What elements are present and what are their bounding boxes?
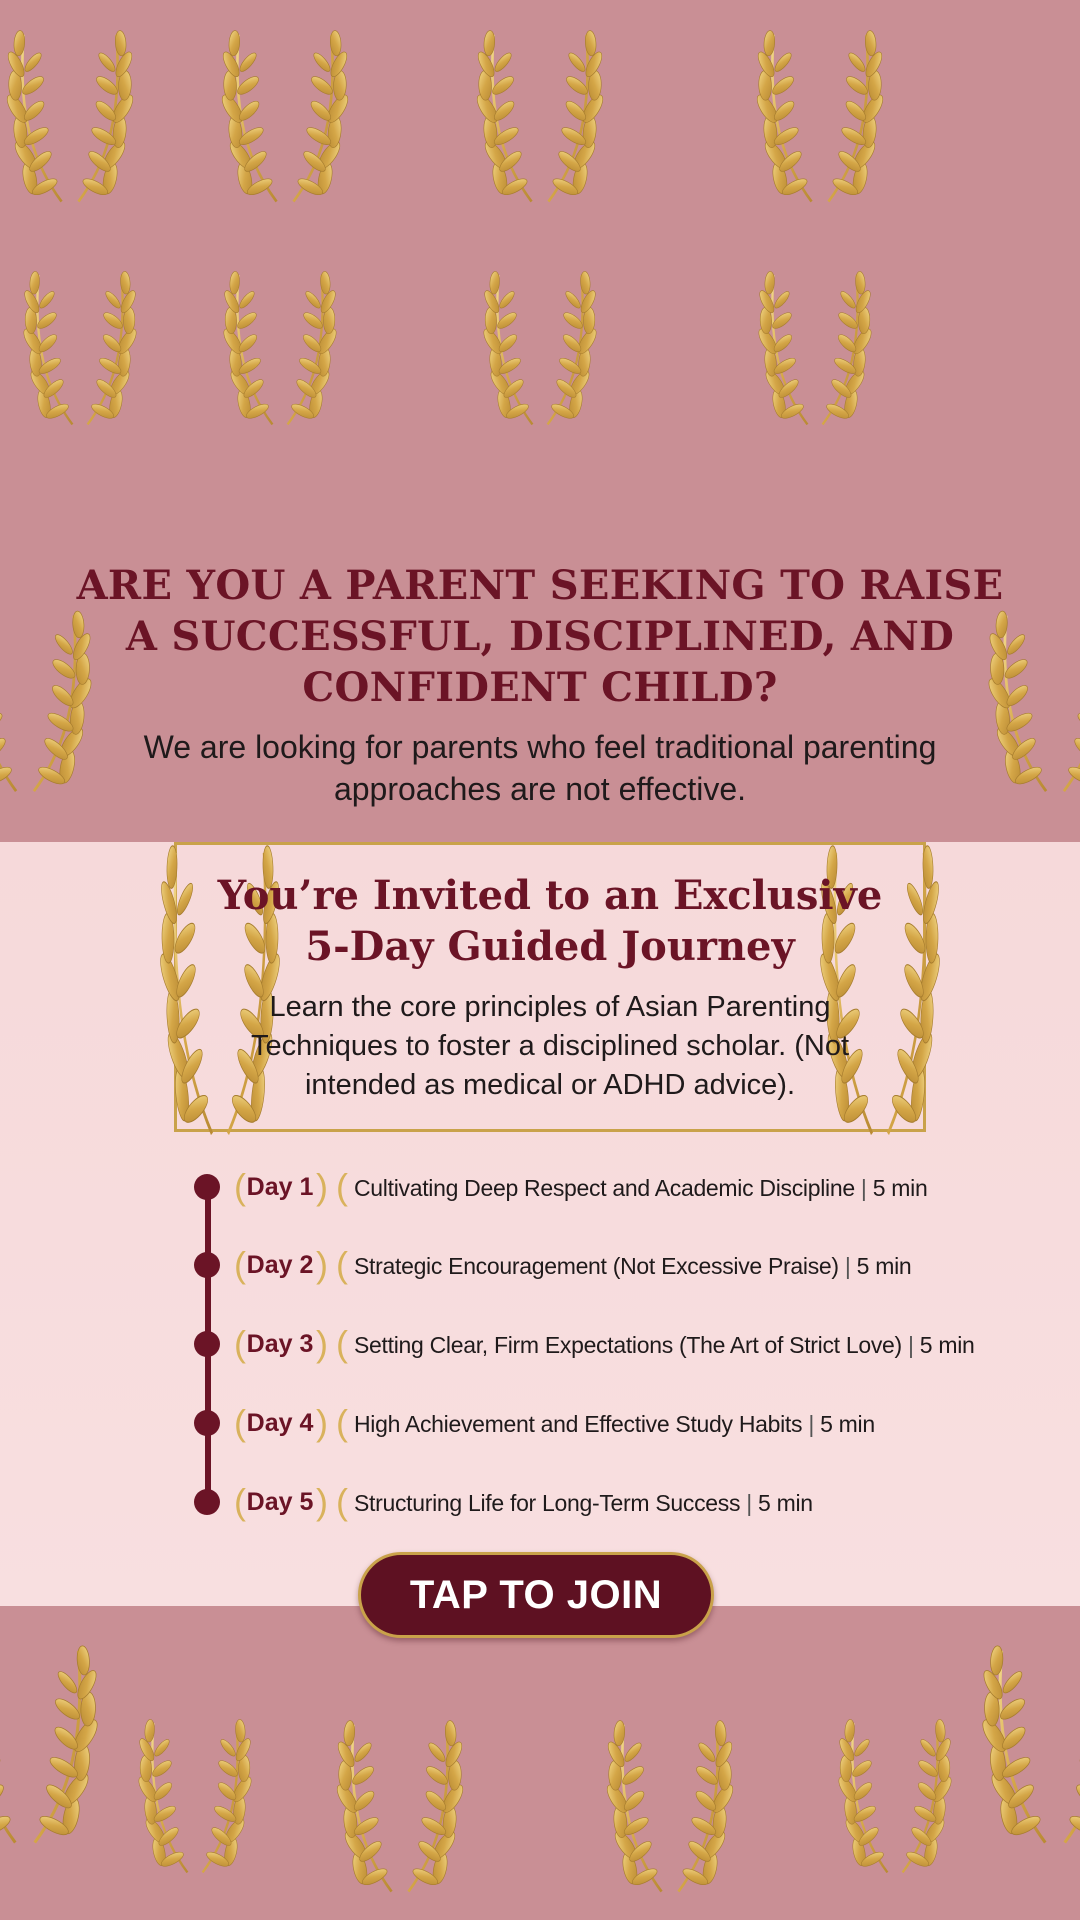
laurel-left-icon: ( — [234, 1481, 246, 1522]
laurel-wreath-icon — [730, 20, 910, 210]
timeline-dot-icon — [194, 1410, 220, 1436]
laurel-left-icon: ( — [336, 1166, 348, 1207]
laurel-wreath-icon — [735, 262, 895, 432]
day-label: Day 1 — [246, 1173, 314, 1201]
laurel-left-icon: ( — [336, 1323, 348, 1364]
laurel-wreath-icon — [450, 20, 630, 210]
laurel-right-icon: ) — [316, 1481, 328, 1522]
day-title: Strategic Encouragement (Not Excessive Praise) | 5 min — [354, 1253, 912, 1279]
join-button[interactable]: TAP TO JOIN — [358, 1552, 714, 1638]
laurel-left-icon: ( — [234, 1323, 246, 1364]
laurel-wreath-icon — [200, 262, 360, 432]
day-label: Day 5 — [246, 1488, 314, 1516]
day-label: Day 2 — [246, 1251, 314, 1279]
laurel-right-icon: ) — [316, 1323, 328, 1364]
page-subtitle: We are looking for parents who feel traditional parenting approaches are not effective. — [143, 729, 937, 807]
laurel-left-icon: ( — [234, 1402, 246, 1443]
day-title: Cultivating Deep Respect and Academic Discipline | 5 min — [354, 1175, 928, 1201]
day-title: High Achievement and Effective Study Habits | 5 min — [354, 1411, 875, 1437]
laurel-wreath-icon — [300, 1710, 500, 1900]
day-label: Day 4 — [246, 1409, 314, 1437]
laurel-right-icon: ) — [316, 1402, 328, 1443]
timeline-dot-icon — [194, 1174, 220, 1200]
timeline-dot-icon — [194, 1489, 220, 1515]
day-title: Structuring Life for Long-Term Success | 5 min — [354, 1490, 813, 1516]
invite-title: You’re Invited to an Exclusive 5-Day Guided Journey — [217, 872, 883, 970]
laurel-right-icon: ) — [316, 1244, 328, 1285]
laurel-right-icon: ) — [316, 1166, 328, 1207]
laurel-left-icon: ( — [336, 1244, 348, 1285]
laurel-wreath-icon — [820, 1710, 970, 1880]
laurel-left-icon: ( — [336, 1481, 348, 1522]
laurel-wreath-icon — [570, 1710, 770, 1900]
laurel-left-icon: ( — [234, 1166, 246, 1207]
timeline-dot-icon — [194, 1252, 220, 1278]
laurel-wreath-icon — [460, 262, 620, 432]
laurel-wreath-icon — [195, 20, 375, 210]
day-title: Setting Clear, Firm Expectations (The Art of Strict Love) | 5 min — [354, 1332, 975, 1358]
laurel-left-icon: ( — [336, 1402, 348, 1443]
laurel-wreath-icon — [0, 20, 160, 210]
invite-description: Learn the core principles of Asian Parenting Techniques to foster a disciplined scholar. (Not intended as medical or ADHD advice). — [250, 991, 850, 1101]
timeline-dot-icon — [194, 1331, 220, 1357]
laurel-left-icon: ( — [234, 1244, 246, 1285]
laurel-wreath-icon — [0, 262, 160, 432]
laurel-wreath-icon — [970, 1628, 1080, 1858]
day-label: Day 3 — [246, 1330, 314, 1358]
page-title: ARE YOU A PARENT SEEKING TO RAISE A SUCCESSFUL, DISCIPLINED, AND CONFIDENT CHILD? — [76, 562, 1004, 711]
laurel-wreath-icon — [0, 1628, 110, 1858]
laurel-wreath-icon — [120, 1710, 270, 1880]
